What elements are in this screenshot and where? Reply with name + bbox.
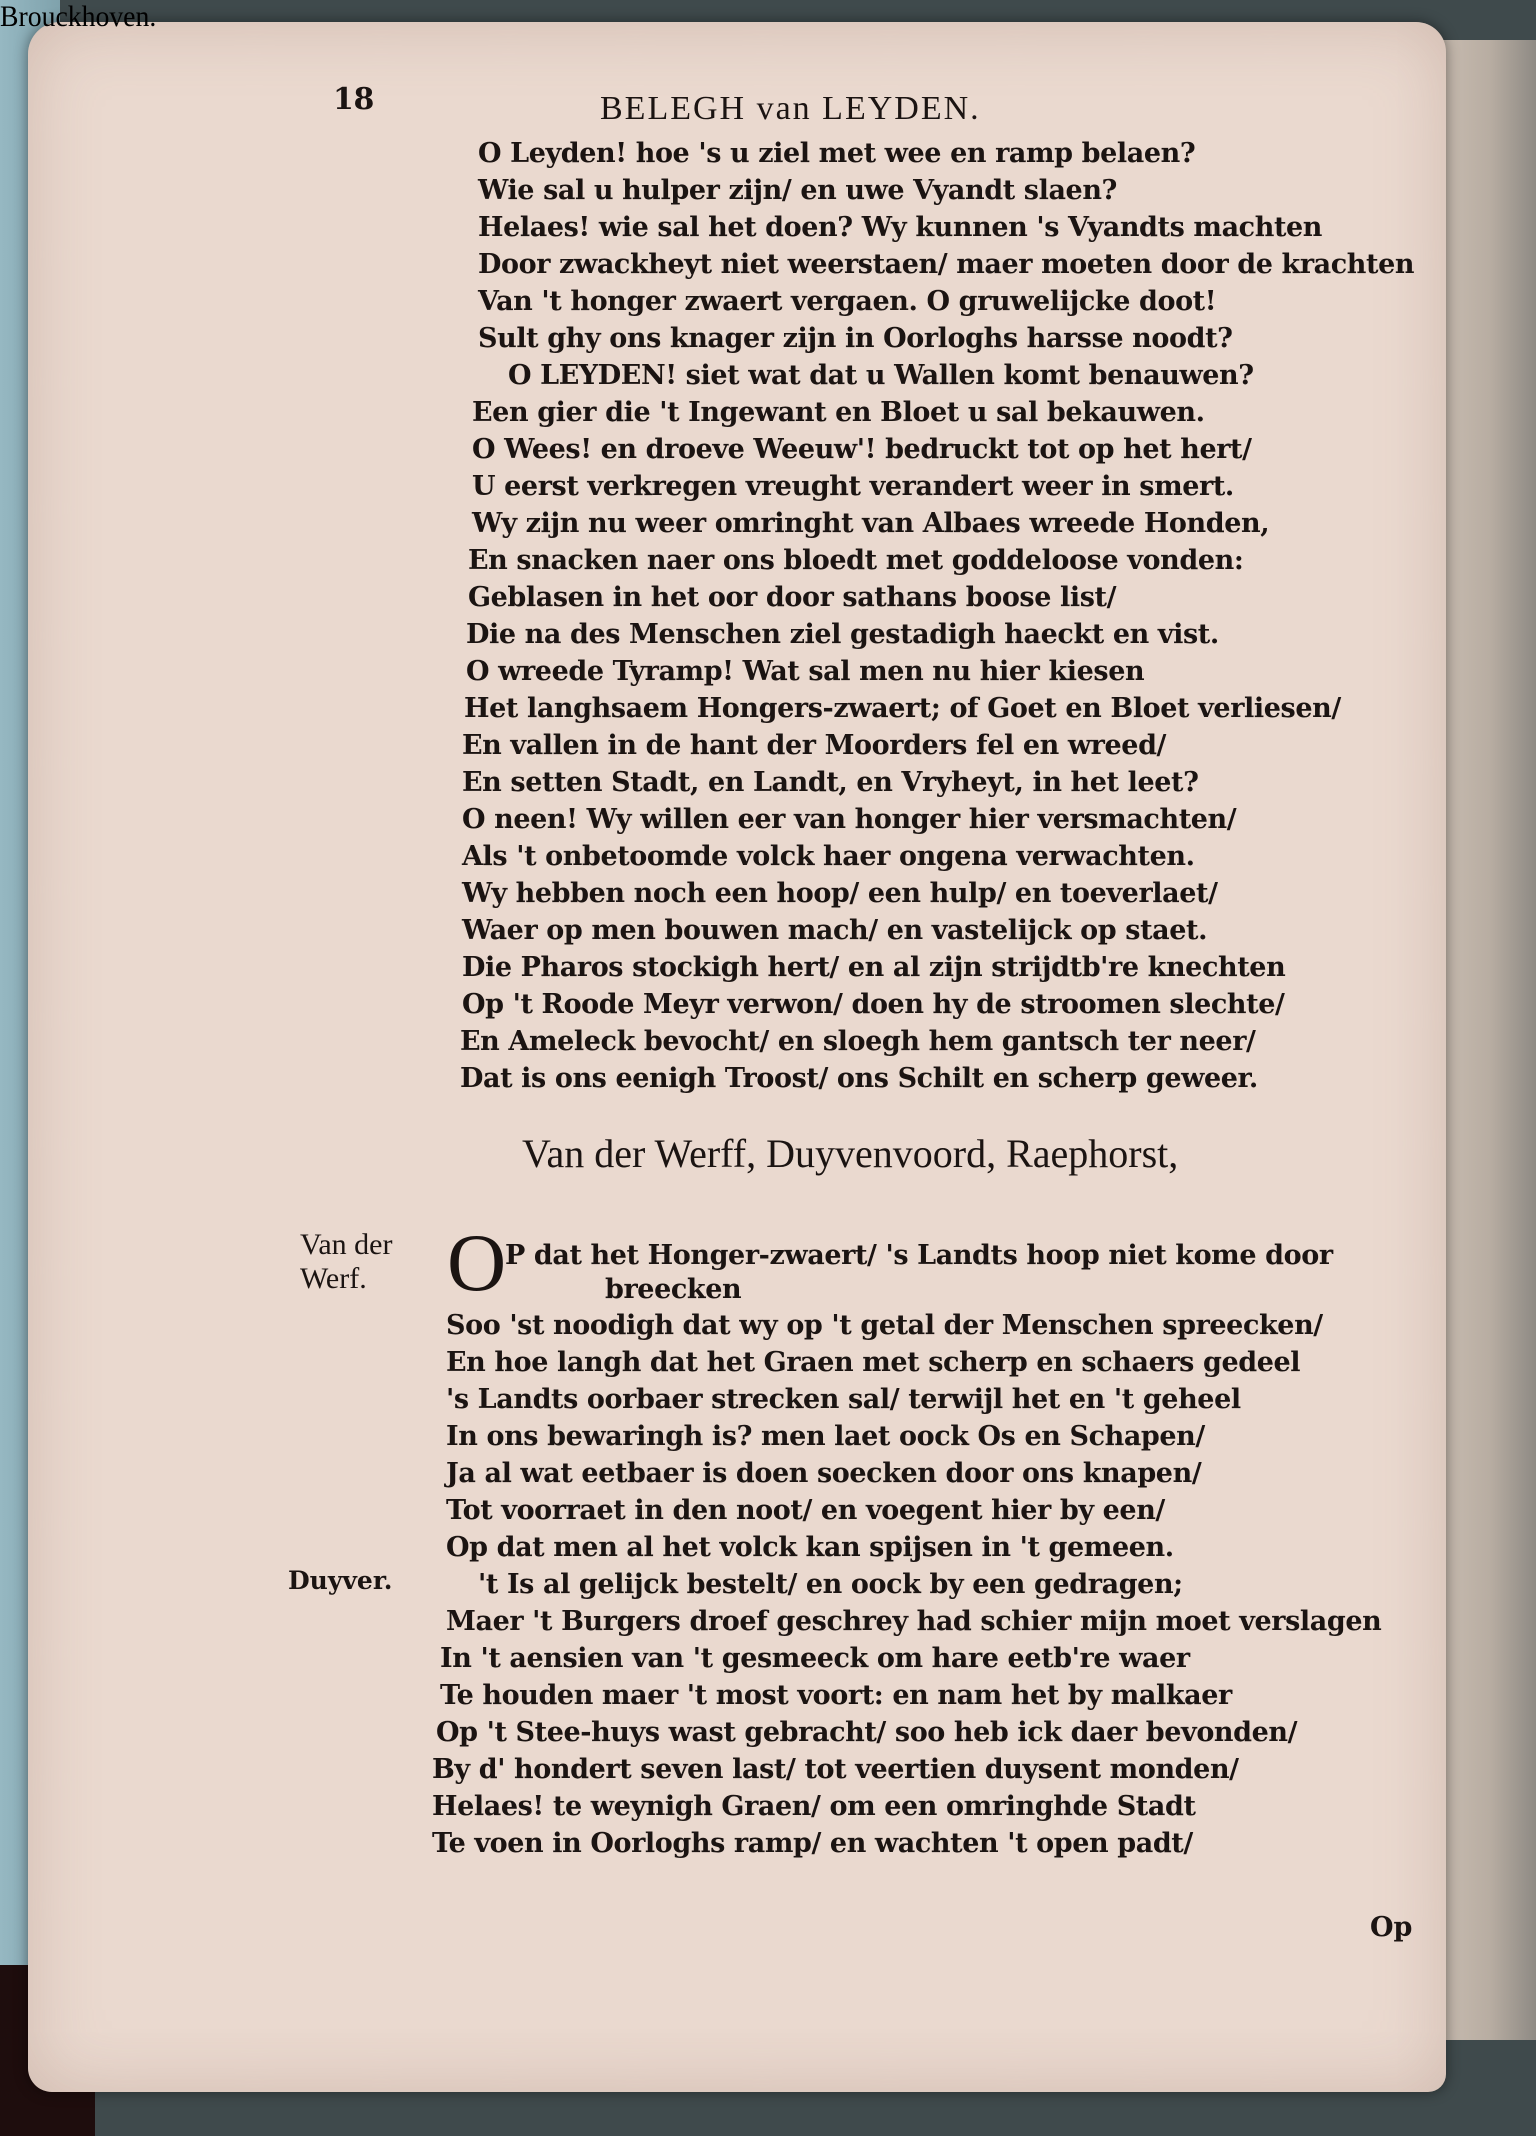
verse-line: Die na des Menschen ziel gestadigh haeckt en vist. xyxy=(466,619,1219,650)
running-head: BELEGH van LEYDEN. xyxy=(600,90,981,127)
page-number: 18 xyxy=(333,82,374,117)
verse-line: O neen! Wy willen eer van honger hier versmachten/ xyxy=(462,804,1237,835)
speakers-heading-sub: Brouckhoven. xyxy=(0,0,157,33)
verse-line: Maer 't Burgers droef geschrey had schier mijn moet verslagen xyxy=(446,1606,1382,1637)
verse-line: P dat het Honger-zwaert/ 's Landts hoop niet kome door xyxy=(505,1240,1333,1271)
verse-line: Te houden maer 't most voort: en nam het by malkaer xyxy=(440,1680,1232,1711)
speaker-label-line: Werf. xyxy=(300,1262,367,1295)
speaker-label xyxy=(300,1228,392,1296)
verse-line: Van 't honger zwaert vergaen. O gruwelijcke doot! xyxy=(478,286,1217,317)
verse-line: Het langhsaem Hongers-zwaert; of Goet en Bloet verliesen/ xyxy=(464,693,1341,724)
verse-line: Wie sal u hulper zijn/ en uwe Vyandt slaen? xyxy=(478,175,1117,206)
speakers-heading: Van der Werff, Duyvenvoord, Raephorst, xyxy=(522,1131,1179,1176)
verse-line: O LEYDEN! siet wat dat u Wallen komt benauwen? xyxy=(508,360,1254,391)
verse-line: Tot voorraet in den noot/ en voegent hier by een/ xyxy=(446,1495,1165,1526)
speaker-label: Duyver. xyxy=(288,1566,393,1595)
verse-line: Helaes! te weynigh Graen/ om een omringhde Stadt xyxy=(432,1791,1196,1822)
verse-line: En snacken naer ons bloedt met goddeloose vonden: xyxy=(468,545,1244,576)
verse-line: Waer op men bouwen mach/ en vastelijck op staet. xyxy=(462,915,1208,946)
verse-line: Een gier die 't Ingewant en Bloet u sal bekauwen. xyxy=(472,397,1205,428)
verse-line: In ons bewaringh is? men laet oock Os en Schapen/ xyxy=(446,1421,1205,1452)
verse-line: O wreede Tyramp! Wat sal men nu hier kiesen xyxy=(466,656,1145,687)
verse-line: En setten Stadt, en Landt, en Vryheyt, in het leet? xyxy=(462,767,1199,798)
verse-line: O Leyden! hoe 's u ziel met wee en ramp belaen? xyxy=(478,138,1196,169)
verse-line: In 't aensien van 't gesmeeck om hare eetb're waer xyxy=(440,1643,1190,1674)
verse-line: Wy hebben noch een hoop/ een hulp/ en toeverlaet/ xyxy=(462,878,1218,909)
verse-line: O Wees! en droeve Weeuw'! bedruckt tot op het hert/ xyxy=(472,434,1252,465)
verse-line: Op 't Stee-huys wast gebracht/ soo heb ick daer bevonden/ xyxy=(436,1717,1298,1748)
verse-line: Ja al wat eetbaer is doen soecken door ons knapen/ xyxy=(446,1458,1202,1489)
verse-line: Sult ghy ons knager zijn in Oorloghs harsse noodt? xyxy=(478,323,1233,354)
verse-line: Als 't onbetoomde volck haer ongena verwachten. xyxy=(462,841,1195,872)
verse-line: En hoe langh dat het Graen met scherp en schaers gedeel xyxy=(446,1347,1301,1378)
verse-line: Geblasen in het oor door sathans boose list/ xyxy=(468,582,1117,613)
catchword: Op xyxy=(1370,1912,1413,1943)
verse-line: Op dat men al het volck kan spijsen in 't gemeen. xyxy=(446,1532,1174,1563)
verse-line: En Ameleck bevocht/ en sloegh hem gantsch ter neer/ xyxy=(460,1026,1256,1057)
verse-line: Wy zijn nu weer omringht van Albaes wreede Honden, xyxy=(472,508,1270,539)
verse-line-continuation: breecken xyxy=(605,1274,742,1305)
verse-line: Soo 'st noodigh dat wy op 't getal der Menschen spreecken/ xyxy=(446,1310,1323,1341)
verse-line: Die Pharos stockigh hert/ en al zijn strijdtb're knechten xyxy=(462,952,1286,983)
drop-cap: O xyxy=(447,1217,507,1308)
verse-line: 't Is al gelijck bestelt/ en oock by een gedragen; xyxy=(478,1569,1183,1600)
verse-line: Dat is ons eenigh Troost/ ons Schilt en scherp geweer. xyxy=(460,1063,1258,1094)
verse-line: Helaes! wie sal het doen? Wy kunnen 's Vyandts machten xyxy=(478,212,1323,243)
verse-line: By d' hondert seven last/ tot veertien duysent monden/ xyxy=(432,1754,1239,1785)
verse-line: Door zwackheyt niet weerstaen/ maer moeten door de krachten xyxy=(478,249,1415,280)
verse-line: Op 't Roode Meyr verwon/ doen hy de stroomen slechte/ xyxy=(462,989,1285,1020)
verse-line: U eerst verkregen vreught verandert weer in smert. xyxy=(472,471,1234,502)
verse-line: Te voen in Oorloghs ramp/ en wachten 't open padt/ xyxy=(432,1828,1193,1859)
speaker-label-line: Van der xyxy=(300,1228,393,1261)
verse-line: 's Landts oorbaer strecken sal/ terwijl het en 't geheel xyxy=(446,1384,1241,1415)
verse-line: En vallen in de hant der Moorders fel en wreed/ xyxy=(462,730,1167,761)
